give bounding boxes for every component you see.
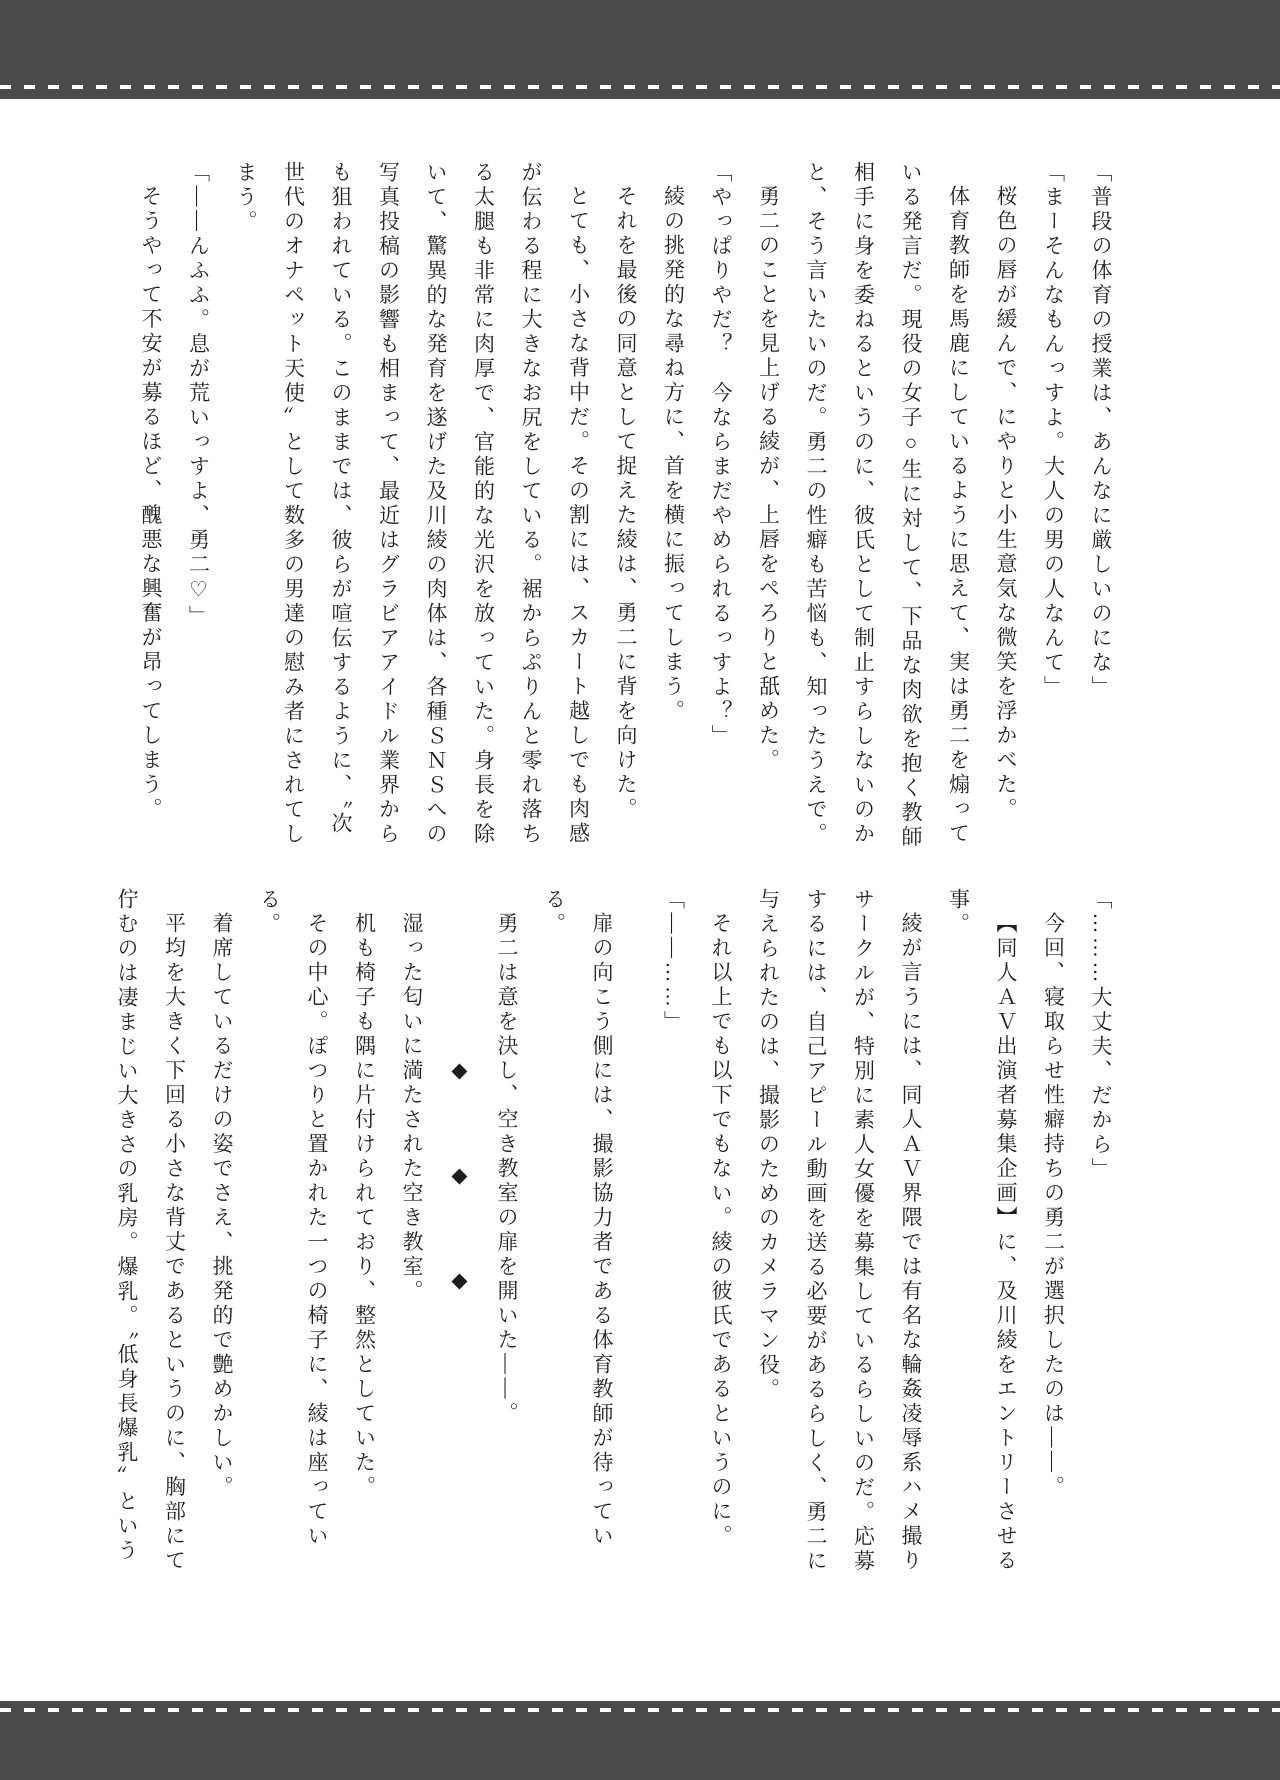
narration-paragraph: とても、小さな背中だ。その割には、スカート越しでも肉感が伝わる程に大きなお尻をしている。裾からぷりんと零れ落ちる太腿も非常に肉厚で、官能的な光沢を放っていた。身長を除いて、驚異的な発育を遂げた及川綾の肉体は、各種ＳＮＳへの写真投稿の影響も相まって、最近はグラビアアイドル業界からも狙われている。このままでは、彼らが喧伝するように、〝次世代のオナペット天使〟として数多の男達の慰み者にされてしまう。 [234, 161, 591, 847]
narration-paragraph: その中心。ぽつりと置かれた一つの椅子に、綾は座っている。 [257, 888, 329, 1549]
narration-paragraph: 勇二のことを見上げる綾が、上唇をぺろりと舐めた。 [756, 185, 781, 773]
narration-paragraph: そうやって不安が募るほど、醜悪な興奮が昂ってしまう。 [139, 185, 163, 822]
top-border-bar [0, 0, 1280, 99]
narration-paragraph: 勇二は意を決し、空き教室の扉を開いた――。 [495, 912, 519, 1427]
bottom-border-bar [0, 1701, 1280, 1780]
narration-paragraph: 平均を大きく下回る小さな背丈であるというのに、胸部にて佇むのは凄まじい大きさの乳房。爆乳。〝低身長爆乳〟という [115, 888, 187, 1574]
narration-paragraph: 机も椅子も隅に片付けられており、整然としていた。 [352, 912, 377, 1500]
narration-paragraph: 綾が言うには、同人ＡＶ界隈では有名な輪姦凌辱系ハメ撮りサークルが、特別に素人女優を募集しているらしいのだ。応募するには、自己アピール動画を送る必要があるらしく、勇二に与えられたのは、撮影のためのカメラマン役。 [756, 888, 923, 1574]
text-band-lower [103, 888, 1125, 1578]
text-band-upper [127, 161, 1125, 851]
section-divider: ◆ ◆ ◆ [447, 1058, 472, 1322]
dialogue-line: 「まーそんなもんっすよ。大人の男の人なんて」 [1041, 161, 1066, 700]
narration-paragraph: 【同人ＡＶ出演者募集企画】に、及川綾をエントリーさせる事。 [946, 888, 1018, 1574]
bottom-dashed-line [0, 1708, 1280, 1712]
dialogue-line: 「普段の体育の授業は、あんなに厳しいのにな」 [1089, 161, 1113, 700]
narration-paragraph: 綾の挑発的な尋ね方に、首を横に振ってしまう。 [661, 185, 686, 724]
dialogue-line: 「………大丈夫、だから」 [1089, 888, 1113, 1182]
dialogue-line: 「――んふふ。息が荒いっすよ、勇二♡」 [186, 161, 211, 630]
narration-paragraph: 湿った匂いに満たされた空き教室。 [400, 912, 424, 1304]
narration-paragraph: 桜色の唇が緩んで、にやりと小生意気な微笑を浮かべた。 [994, 185, 1018, 822]
narration-paragraph: 着席しているだけの姿でさえ、挑発的で艶めかしい。 [210, 912, 234, 1500]
narration-paragraph: 扉の向こう側には、撮影協力者である体育教師が待っている。 [542, 888, 614, 1549]
narration-paragraph: 今回、寝取らせ性癖持ちの勇二が選択したのは――。 [1041, 912, 1066, 1500]
narration-paragraph: それを最後の同意として捉えた綾は、勇二に背を向けた。 [614, 185, 638, 822]
dialogue-line: 「やっぱりやだ？ 今ならまだやめられるっすよ？」 [709, 161, 733, 749]
narration-paragraph: 体育教師を馬鹿にしているように思えて、実は勇二を煽っている発言だ。現役の女子○生に対して、下品な肉欲を抱く教師相手に身を委ねるというのに、彼氏として制止すらしないのかと、そう言いたいのだ。勇二の性癖も苦悩も、知ったうえで。 [804, 161, 971, 850]
dialogue-line: 「――……」 [661, 888, 686, 1035]
narration-paragraph: それ以上でも以下でもない。綾の彼氏であるというのに。 [709, 912, 733, 1549]
top-dashed-line [0, 85, 1280, 89]
